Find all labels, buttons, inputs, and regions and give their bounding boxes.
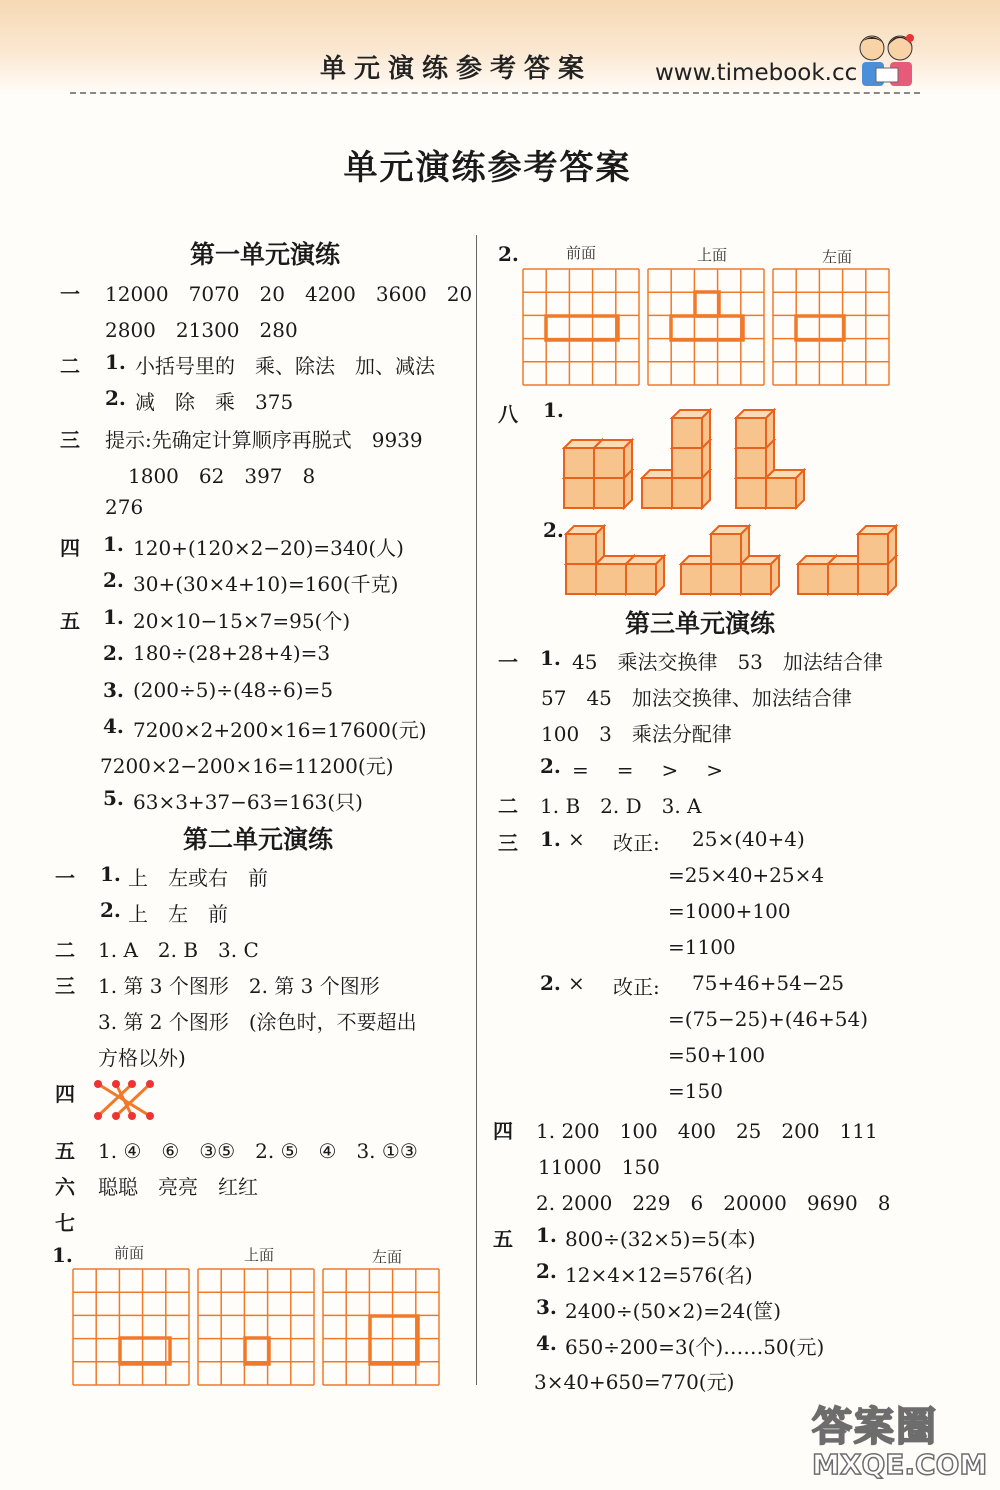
unit3-wu-4: 650÷200=3(个)……50(元)	[565, 1335, 825, 1359]
cube	[626, 556, 664, 594]
cube	[736, 410, 774, 448]
unit2-yi-1-num: 1.	[100, 862, 121, 886]
qi1-front-label: 前面	[114, 1244, 145, 1262]
unit2-yi-mark: 一	[55, 866, 75, 890]
watermark-logo: 答案圈 MXQE.COM	[812, 1404, 988, 1481]
qi2-left-label: 左面	[822, 248, 853, 266]
ba2-cube-figure-c	[796, 520, 906, 596]
unit3-si-mark: 四	[493, 1119, 513, 1143]
unit3-wu-4-num: 4.	[536, 1331, 557, 1355]
unit2-yi-2: 上 左 前	[128, 902, 228, 926]
unit1-wu-1-num: 1.	[103, 605, 124, 629]
unit3-title: 第三单元演练	[625, 609, 776, 638]
qi1-left-label: 左面	[372, 1248, 403, 1266]
unit1-san-line3: 276	[105, 495, 144, 519]
unit1-er-1: 小括号里的 乘、除法 加、减法	[135, 354, 435, 378]
unit3-er-line: 1. B 2. D 3. A	[540, 794, 702, 818]
ba1-cube-figure-a	[562, 430, 642, 510]
unit3-san-2-step: 75+46+54−25	[692, 971, 845, 995]
unit3-san-1-step: 25×(40+4)	[692, 827, 805, 851]
unit1-wu-1: 20×10−15×7=95(个)	[133, 609, 351, 633]
highlighted-region	[671, 316, 743, 340]
unit3-er-mark: 二	[498, 794, 518, 818]
unit2-wu-mark: 五	[55, 1139, 75, 1163]
unit1-si-mark: 四	[60, 536, 80, 560]
unit2-si-mark: 四	[55, 1082, 75, 1106]
unit2-san-1: 1. 第 3 个图形 2. 第 3 个图形	[98, 974, 380, 998]
unit1-si-2-num: 2.	[103, 568, 124, 592]
unit3-wu-3: 2400÷(50×2)=24(筐)	[565, 1299, 782, 1323]
unit3-san-1-step: =25×40+25×4	[668, 863, 825, 887]
unit1-si-1: 120+(120×2−20)=340(人)	[133, 536, 404, 560]
unit3-si-2: 2. 2000 229 6 20000 9690 8	[536, 1191, 891, 1215]
ba2-cube-figure-b	[679, 520, 789, 596]
unit2-san-mark: 三	[55, 974, 75, 998]
unit3-yi-2: = = > >	[572, 758, 728, 782]
qi1-front-grid	[72, 1268, 190, 1386]
unit3-san-1-step: =1100	[668, 935, 736, 959]
unit2-qi-1-num: 1.	[52, 1243, 73, 1267]
unit3-wu-mark: 五	[493, 1227, 513, 1251]
header-divider	[70, 92, 920, 94]
unit3-san-1-mark: ×	[568, 827, 585, 851]
unit3-san-1-label: 改正:	[613, 831, 660, 855]
unit1-wu-2-num: 2.	[103, 641, 124, 665]
unit1-wu-3: (200÷5)÷(48÷6)=5	[133, 678, 334, 702]
ba2-cube-figure-a	[564, 520, 674, 596]
unit3-wu-1: 800÷(32×5)=5(本)	[565, 1227, 756, 1251]
unit1-san-line1: 提示:先确定计算顺序再脱式 9939	[105, 428, 423, 452]
unit3-san-2-num: 2.	[540, 971, 561, 995]
unit2-san-3b: 方格以外)	[98, 1046, 186, 1070]
unit2-qi-2-num: 2.	[498, 242, 519, 266]
unit3-yi-1-num: 1.	[540, 646, 561, 670]
highlighted-region	[245, 1338, 269, 1364]
unit3-yi-1: 45 乘法交换律 53 加法结合律	[572, 650, 883, 674]
unit3-wu-4b: 3×40+650=770(元)	[534, 1370, 735, 1394]
unit1-wu-4b: 7200×2−200×16=11200(元)	[100, 754, 394, 778]
unit2-title: 第二单元演练	[183, 825, 334, 854]
unit1-wu-2: 180÷(28+28+4)=3	[133, 641, 331, 665]
qi2-front-grid	[522, 268, 640, 386]
unit1-er-2: 减 除 乘 375	[135, 390, 294, 414]
qi2-front-label: 前面	[566, 244, 597, 262]
unit2-liu-line: 聪聪 亮亮 红红	[98, 1175, 258, 1199]
unit1-san-mark: 三	[60, 428, 80, 452]
unit3-yi-1c: 100 3 乘法分配律	[541, 722, 732, 746]
unit3-yi-2-num: 2.	[540, 754, 561, 778]
cube	[711, 526, 749, 564]
cube	[594, 440, 632, 478]
unit1-wu-4-num: 4.	[103, 714, 124, 738]
running-header-title: 单元演练参考答案	[320, 54, 593, 84]
unit2-san-3: 3. 第 2 个图形 (涂色时，不要超出	[98, 1010, 417, 1034]
unit3-wu-2: 12×4×12=576(名)	[565, 1263, 753, 1287]
unit1-er-1-num: 1.	[105, 350, 126, 374]
unit1-si-2: 30+(30×4+10)=160(千克)	[133, 572, 399, 596]
cube	[858, 526, 896, 564]
highlighted-region	[695, 292, 719, 316]
highlighted-region	[120, 1338, 170, 1364]
unit3-san-1-step: =1000+100	[668, 899, 791, 923]
cube	[672, 410, 710, 448]
highlighted-region	[546, 316, 618, 340]
unit2-ba-2-num: 2.	[543, 518, 564, 542]
unit3-yi-mark: 一	[498, 650, 518, 674]
unit1-yi-line2: 2800 21300 280	[105, 318, 298, 342]
unit1-yi-line1: 12000 7070 20 4200 3600 20	[105, 282, 473, 306]
unit3-san-2-step: =50+100	[668, 1043, 766, 1067]
unit3-san-2-label: 改正:	[613, 975, 660, 999]
unit1-wu-mark: 五	[60, 609, 80, 633]
kids-reading-icon	[850, 30, 925, 92]
unit1-title: 第一单元演练	[190, 240, 341, 269]
unit3-san-2-step: =(75−25)+(46+54)	[668, 1007, 869, 1031]
cube	[766, 470, 804, 508]
header-url[interactable]: www.timebook.cc	[655, 60, 858, 86]
unit3-wu-2-num: 2.	[536, 1259, 557, 1283]
qi1-top-grid	[197, 1268, 315, 1386]
unit2-ba-mark: 八	[498, 402, 518, 426]
ba1-cube-figure-c	[734, 402, 816, 510]
unit1-san-line2: 1800 62 397 8	[128, 464, 316, 488]
unit1-er-2-num: 2.	[105, 386, 126, 410]
matching-lines-diagram	[92, 1078, 158, 1122]
unit1-wu-5: 63×3+37−63=163(只)	[133, 790, 363, 814]
unit2-yi-1: 上 左或右 前	[128, 866, 268, 890]
qi2-top-grid	[647, 268, 765, 386]
unit3-si-1: 1. 200 100 400 25 200 111	[536, 1119, 878, 1143]
column-divider	[476, 235, 477, 1385]
cube	[741, 556, 779, 594]
cube	[566, 526, 604, 564]
highlighted-region	[370, 1316, 418, 1364]
unit3-wu-3-num: 3.	[536, 1295, 557, 1319]
unit3-san-2-step: =150	[668, 1079, 723, 1103]
unit2-liu-mark: 六	[55, 1175, 75, 1199]
unit1-wu-4: 7200×2+200×16=17600(元)	[133, 718, 427, 742]
unit1-er-mark: 二	[60, 354, 80, 378]
unit3-san-2-mark: ×	[568, 971, 585, 995]
unit2-qi-mark: 七	[55, 1211, 75, 1235]
ba1-cube-figure-b	[640, 402, 722, 510]
unit2-er-mark: 二	[55, 938, 75, 962]
qi2-left-grid	[772, 268, 890, 386]
unit3-san-mark: 三	[498, 831, 518, 855]
unit1-yi-mark: 一	[60, 282, 80, 306]
qi1-top-label: 上面	[244, 1246, 275, 1264]
unit2-er-line: 1. A 2. B 3. C	[98, 938, 259, 962]
qi2-top-label: 上面	[697, 246, 728, 264]
unit2-ba-1-num: 1.	[543, 398, 564, 422]
unit2-yi-2-num: 2.	[100, 898, 121, 922]
unit1-wu-5-num: 5.	[103, 786, 124, 810]
unit1-wu-3-num: 3.	[103, 678, 124, 702]
unit3-san-1-num: 1.	[540, 827, 561, 851]
unit3-yi-1b: 57 45 加法交换律、加法结合律	[541, 686, 852, 710]
unit3-si-1b: 11000 150	[538, 1155, 660, 1179]
page-title: 单元演练参考答案	[343, 148, 632, 188]
unit1-si-1-num: 1.	[103, 532, 124, 556]
unit3-wu-1-num: 1.	[536, 1223, 557, 1247]
unit2-wu-line: 1. ④ ⑥ ③⑤ 2. ⑤ ④ 3. ①③	[98, 1139, 418, 1163]
qi1-left-grid	[322, 1268, 440, 1386]
